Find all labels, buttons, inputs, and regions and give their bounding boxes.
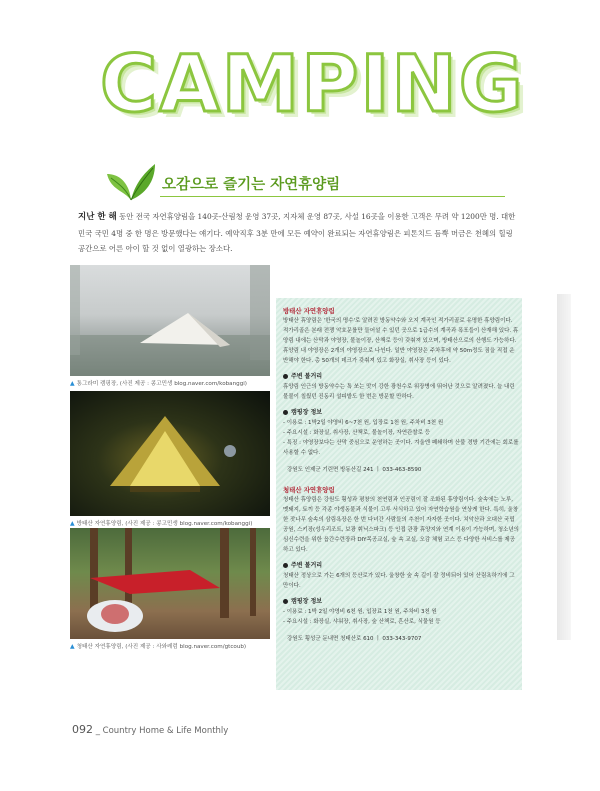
info-line: - 이용료 : 1박 2일 야영비 6천 원, 입장료 1천 원, 주차비 3천 원 (283, 609, 437, 615)
section-body: 방태산 휴양림은 '한국의 명수'로 알려진 방동약수와 오지 계곡인 적가리골로 유명한 휴양림이다. 적가리골은 본래 전쟁 악호문를만 들어설 수 있던 곳으로 1급수의 계곡과 폭포들이 산재해 있다. 휴양림 내에는 산막과 야영장, 물놀이장, 산책로 등이 갖춰져 있으며, 방태산으로의 산행도 가능하다. 휴양림 내 야영장은 2개의 야영장으로 나뉜다. 일반 야영장은 주차후에 약 50m정도 짐을 직접 운반해야 한다. 총 50개의 데크가 갖춰져 있고 화장실, 취사장 등이 있다. (283, 318, 519, 364)
info-line: - 이용료 : 1박2일 야영비 6~7천 원, 입장료 1천 원, 주차비 3천 원 (283, 420, 444, 426)
contact-line: 강원도 횡성군 둔내면 청태산로 610 ㅣ 033-343-9707 (287, 636, 422, 642)
triangle-icon: ▲ (70, 520, 75, 527)
photo-caption: ▲ 청태산 자연휴양림, (사진 제공 : 사와레럼 blog.naver.com/gtcoub) (70, 643, 247, 650)
bullet-icon (283, 599, 288, 604)
triangle-icon: ▲ (70, 380, 75, 387)
info-line: - 주요시설 : 화장실, 취사장, 산책로, 물놀이장, 자연관찰로 등 (283, 430, 431, 436)
photo-caption: ▲ 통그라미 캠핑장, (사진 제공 : 콩고민생 blog.naver.com/kobanggi) (70, 380, 247, 387)
photo-caption: ▲ 방태산 자연휴양림, (사진 제공 : 콩고민생 blog.naver.com/kobanggi) (70, 520, 253, 527)
page-edge-bar (557, 294, 571, 640)
section-body: 청태산 휴양림은 강원도 횡성과 평창의 천연림과 인공림이 잘 조화된 휴양림이다. 숲속에는 노루, 멧돼지, 토끼 등 각종 야생동물과 식물이 고루 서식하고 있어 자연학습원을 연상케 한다. 특히, 울창한 잣나무 숲속의 삼림욕장은 한 번 다녀간 사람들의 추천이 자자한 곳이다. 치악산과 오대산 국립공원, 스키장(성우리조트, 보광 휘닉스파크) 등 인접 관광 휴양지와 연계 이용이 가능하며, 청소년의 심신수련을 위한 읍간수련장과 DIY목공교실, 숲 속 교실, 오감 체험 코스 등 다양한 서비스를 제공하고 있다. (283, 497, 519, 553)
intro-paragraph (78, 209, 521, 257)
photo-night-tent (70, 391, 270, 516)
page-title: CAMPING (100, 40, 525, 130)
section-title: 청태산 자연휴양림 (283, 486, 335, 494)
bullet-icon (283, 563, 288, 568)
page-footer (72, 723, 228, 736)
info-content (283, 306, 519, 644)
around-text: 청태산 정상으로 가는 6개의 등산로가 있다. 울창한 숲 속 길이 잘 정비되어 있어 산림욕하기에 그만이다. (283, 573, 515, 589)
bullet-icon (283, 410, 288, 415)
around-text: 휴양림 인근의 방동약수는 톡 쏘는 맛이 강한 광천수로 위장병에 뛰어난 것으로 알려졌다. 늘 내린 물물이 칠웠던 진동리 설피밭도 한 번은 방문할 만하다. (283, 384, 515, 400)
contact-line: 강원도 인제군 기린면 방동산길 241 ㅣ 033-463-8590 (287, 467, 422, 473)
photo-foggy-campsite (70, 265, 270, 376)
info-heading: 캠핑장 정보 (283, 597, 519, 607)
intro-lead: 지난 한 해 (78, 212, 117, 222)
intro-text: 동안 전국 자연휴양림을 140곳-산림청 운영 37곳, 지자체 운영 87곳, 사설 16곳을 이용한 고객은 무려 약 1200만 명. 대한민국 국민 4명 중 한 명은 방문했다는 얘기다. 예약직후 3분 만에 모든 예약이 완료되는 자연휴양림은 피톤치드 듬뿍 머금은 천혜의 힐링 공간으로 어른 아이 할 것 없이 열광하는 장소다. (78, 212, 516, 253)
page-number: 092 (72, 723, 93, 736)
leaf-icon (105, 160, 157, 202)
magazine-name: _ Country Home & Life Monthly (95, 726, 229, 736)
photo-forest-tent (70, 528, 270, 639)
triangle-icon: ▲ (70, 643, 75, 650)
info-line: - 특징 : 야영장보다는 산막 중심으로 운영하는 곳이다. 겨울엔 폐쇄하며 산불 경방 기간에는 회로를 사용할 수 없다. (283, 440, 519, 456)
subtitle-underline (160, 196, 505, 197)
title-block (100, 40, 525, 130)
section-title: 방태산 자연휴양림 (283, 307, 335, 315)
subtitle: 오감으로 즐기는 자연휴양림 (162, 177, 341, 193)
bullet-icon (283, 374, 288, 379)
around-heading: 주변 볼거리 (283, 372, 519, 382)
around-heading: 주변 볼거리 (283, 561, 519, 571)
info-heading: 캠핑장 정보 (283, 408, 519, 418)
info-line: - 주요시설 : 화장실, 샤워장, 취사장, 숲 산책로, 흔산로, 식물원 등 (283, 619, 441, 625)
